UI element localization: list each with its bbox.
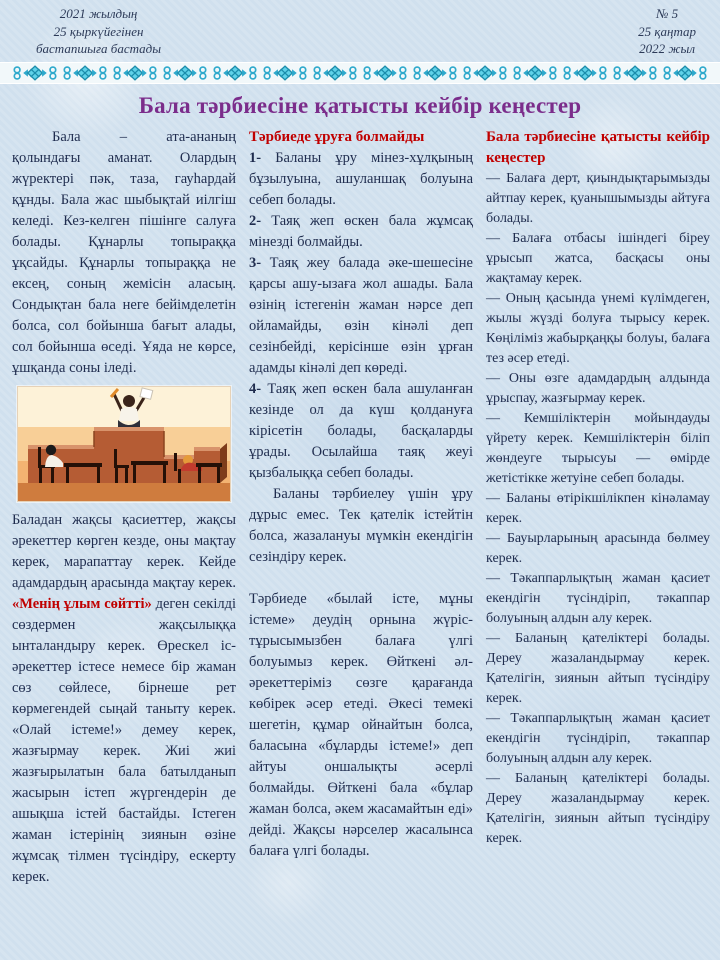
advice-item: — Баланың қателіктері болады. Дереу жазаландырмау керек. Қателігін, зиянын айтып түсіндіру керек. <box>486 770 710 846</box>
advice-item: — Оны өзге адамдардың алдында ұрыспау, жазғырмау керек. <box>486 370 710 406</box>
masthead <box>0 0 720 58</box>
item-number: 4- <box>249 380 262 397</box>
item-text: Таяқ жеп өскен бала жұмсақ мінезді болмайды. <box>249 212 473 250</box>
kazakh-ornament-icon <box>161 65 209 81</box>
paragraph-intro: Бала – ата-ананың қолындағы аманат. Олардың жүректері пәк, таза, гауһардай құнды. Бала жас шыбықтай иілгіш келеді. Кез-келген пішінге салуға болады. Құнарлы топыраққа ұқсайды. Құнарлы топыраққа не ексең, соның жемісін аласың. Сондықтан бала неге бейімделетін болса, сол бойынша бағыт алады, сол бойынша өседі. Ұяда не көрсе, ұшқанда соны іледі. <box>12 128 236 376</box>
praise-quote-highlight: «Менің ұлым сөйтті» <box>12 595 152 612</box>
advice-item: — Кемшіліктерін мойындауды үйрету керек. Кемшіліктерін біліп жөндеуге тырысуы — өмірде жетістікке жетуіне себеп болады. <box>486 410 710 486</box>
issue-number-block <box>638 5 696 58</box>
kazakh-ornament-icon <box>561 65 609 81</box>
item-number: 3- <box>249 254 262 271</box>
numbered-item <box>249 379 473 484</box>
kazakh-ornament-icon <box>111 65 159 81</box>
kazakh-ornament-icon <box>411 65 459 81</box>
advice-item: — Балаға отбасы ішіндегі біреу ұрысып жатса, басқасы оны жақтамау керек. <box>486 230 710 286</box>
item-number: 2- <box>249 212 262 229</box>
issue-start-line2: 25 қыркүйегінен <box>53 23 144 39</box>
section-heading-no-hitting: Тәрбиеде ұруға болмайды <box>249 128 425 145</box>
kazakh-ornament-icon <box>611 65 659 81</box>
issue-start-line3: бастапшыға бастады <box>36 41 162 57</box>
item-text: Таяқ жеу балада әке-шешесіне қарсы ашу-ызаға жол ашады. Бала өзінің істегенін жаман нәрсе деп ойламайды, өзін кінәлі деп сезінбейді, керісінше өзін ұрған адамды кінәлі деп көреді. <box>249 254 473 376</box>
praise-text-after: деген секілді сөздермен жақсылыққа ынталандыру керек. Өрескел іс-әрекеттер істесе немесе бір жаман сөз сөйлесе, бірнеше рет көрмегендей сыңай таныту керек. «Олай істеме!» демеу керек, жазғырмау керек. Жиі жиі жазғырылатын бала батылданып жасырын істеп жүргендерін де ашықша істей бастайды. Істеген жаман істерінің зиянын өзіне жұмсақ тілмен түсіндіру, ескерту керек. <box>12 595 236 885</box>
kazakh-ornament-icon <box>261 65 309 81</box>
paragraph-no-beating: Баланы тәрбиелеу үшін ұру дұрыс емес. Тек қателік істейтін болса, жазалануы мүмкін екендігін сезіндіру керек. <box>249 485 473 565</box>
classroom-podium-illustration <box>17 386 231 502</box>
numbered-item <box>249 148 473 211</box>
column-middle <box>249 127 473 862</box>
kazakh-ornament-icon <box>311 65 359 81</box>
advice-item: — Оның қасында үнемі күлімдеген, жылы жүзді болуға тырысу керек. Көңіліміз жабырқаңқы болуы, балаға тез әсер етеді. <box>486 290 710 366</box>
classroom-podium-image <box>18 387 230 501</box>
paragraph-role-model: Тәрбиеде «былай істе, мұны істеме» деудің орнына жүріс-тұрысымызбен балаға үлгі болуымыз керек. Өйткені әл-әрекеттеріміз сөзге қарағанда көбірек әсер етеді. Әкесі темекі шегетін, құмар ойнайтын болса, баласына «бұларды істеме!» деп айтуы оншалықты әсерлі болмайды. Өйткені бала «бұлар жаман болса, әкем жасамайтын еді» дейді. Жақсы нәрселер жасалынса балаға үлгі болады. <box>249 590 473 859</box>
numbered-item <box>249 253 473 379</box>
issue-start-line1: 2021 жылдың <box>59 6 138 21</box>
advice-item: — Баланың қателіктері болады. Дереу жазаландырмау керек. Қателігін, зиянын айтып түсіндіру керек. <box>486 630 710 706</box>
item-text: Баланы ұру мінез-хұлқының бұзылуына, ашуланшақ болуына себеп болады. <box>249 149 473 208</box>
advice-item: — Баланы өтірікшілікпен кінәламау керек. <box>486 490 710 526</box>
kazakh-ornament-icon <box>661 65 709 81</box>
issue-date: 25 қаңтар <box>638 23 696 39</box>
kazakh-ornament-icon <box>461 65 509 81</box>
kazakh-ornament-band <box>0 62 720 84</box>
kazakh-ornament-icon <box>361 65 409 81</box>
column-right <box>486 127 710 849</box>
advice-item: — Тәкаппарлықтың жаман қасиет екендігін түсіндіріп, тәкаппар болуының алдын алу керек. <box>486 570 710 626</box>
issue-number: № 5 <box>656 6 679 21</box>
praise-text-before: Баладан жақсы қасиеттер, жақсы әрекеттер көрген кезде, оны мақтау керек, марапаттау керек. Кейде адамдардың арасында мақтау керек. <box>12 511 236 591</box>
numbered-item <box>249 211 473 253</box>
advice-item: — Бауырларының арасында бөлмеу керек. <box>486 530 710 566</box>
article-columns <box>0 121 720 888</box>
kazakh-ornament-icon <box>61 65 109 81</box>
issue-year: 2022 жыл <box>639 41 695 57</box>
paragraph-praise <box>12 510 236 888</box>
item-text: Таяқ жеп өскен бала ашуланған кезінде ол да күш қолдануға кірісетін болады, басқаларды ұрады. Осылайша таяқ жеуі қызбалыққа себеп болады. <box>249 380 473 481</box>
kazakh-ornament-icon <box>511 65 559 81</box>
kazakh-ornament-icon <box>211 65 259 81</box>
kazakh-ornament-icon <box>11 65 59 81</box>
page-title: Бала тәрбиесіне қатысты кейбір кеңестер <box>138 92 582 118</box>
column-left <box>12 127 236 888</box>
issue-start-note <box>36 5 161 58</box>
item-number: 1- <box>249 149 262 166</box>
advice-item: — Балаға дерт, қиындықтарымызды айтпау керек, қуанышымызды айтуға болады. <box>486 170 710 226</box>
advice-item: — Тәкаппарлықтың жаман қасиет екендігін түсіндіріп, тәкаппар болуының алдын алу керек. <box>486 710 710 766</box>
section-heading-advice: Бала тәрбиесіне қатысты кейбір кеңестер <box>486 128 710 166</box>
